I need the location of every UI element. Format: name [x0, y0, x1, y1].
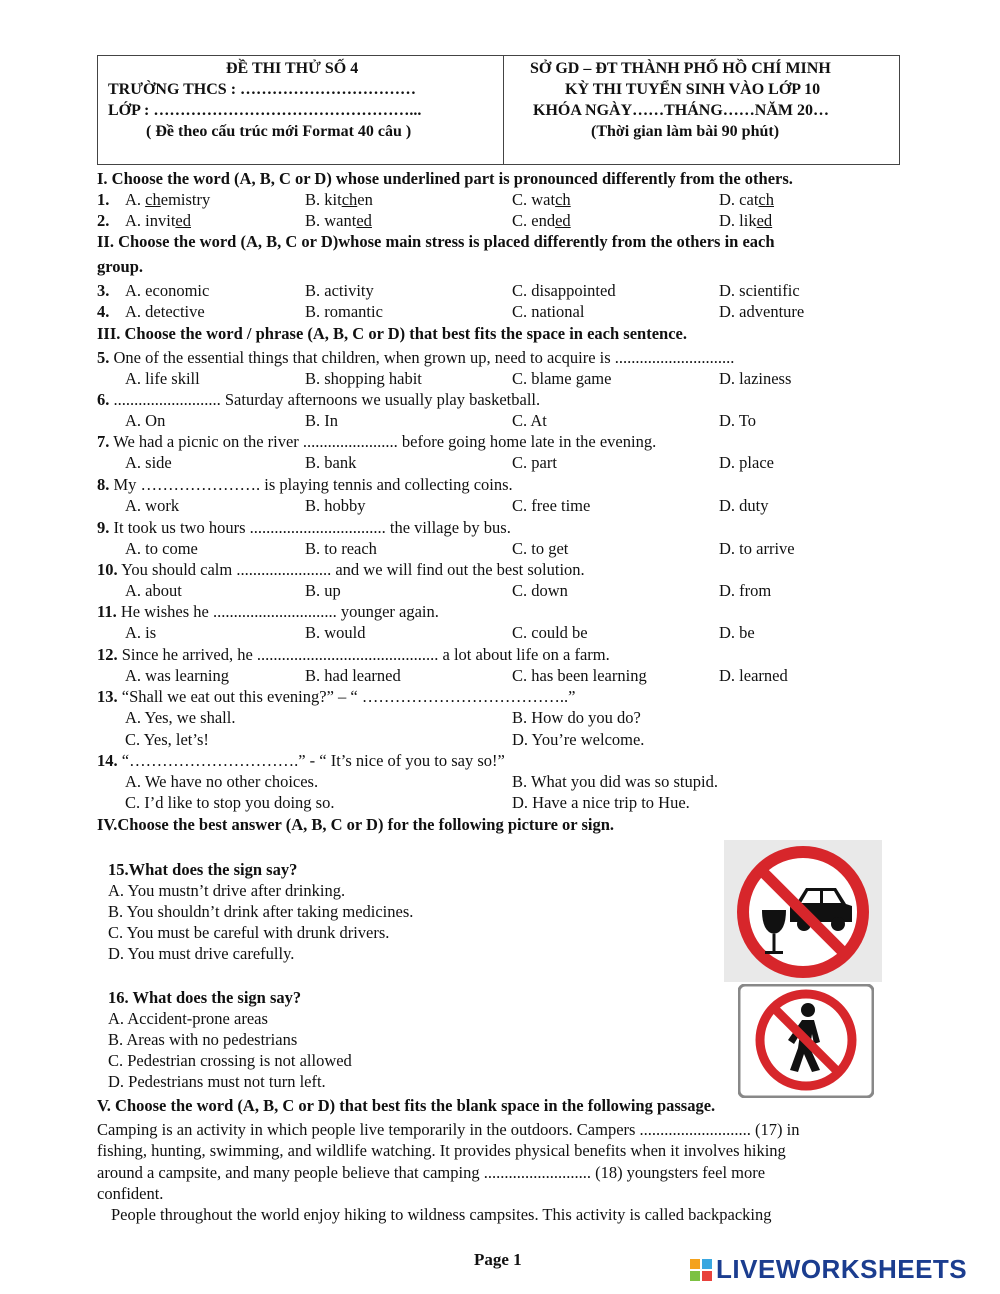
question-9-options	[97, 539, 917, 560]
option-d: D. laziness	[719, 369, 792, 388]
question-2	[97, 211, 917, 232]
option-a: A. You mustn’t drive after drinking.	[108, 881, 346, 900]
option-d: D. duty	[719, 496, 769, 515]
option-a: A. detective	[125, 302, 205, 321]
logo-blocks-icon	[690, 1259, 712, 1281]
question-8-stem: 8. My …………………. is playing tennis and collecting coins.	[97, 475, 513, 494]
option-c: C. You must be careful with drunk drivers.	[108, 923, 390, 942]
exam-header	[97, 55, 900, 165]
option-b: B. romantic	[305, 302, 383, 321]
option-a: A. about	[125, 581, 182, 600]
question-3	[97, 281, 917, 302]
question-10-stem: 10. You should calm ....................... and we will find out the best solution.	[97, 560, 585, 579]
section-1-title: I. Choose the word (A, B, C or D) whose underlined part is pronounced differently from the others.	[97, 169, 793, 188]
option-b: B. shopping habit	[305, 369, 422, 388]
option-b: B. You shouldn’t drink after taking medicines.	[108, 902, 414, 921]
passage-line: People throughout the world enjoy hiking to wildness campsites. This activity is called backpacking	[111, 1205, 772, 1225]
header-right	[503, 56, 899, 164]
time-limit: (Thời gian làm bài 90 phút)	[591, 123, 780, 140]
passage-line: around a campsite, and many people believe that camping .......................... (18) youngsters feel more	[97, 1162, 766, 1182]
question-1	[97, 190, 917, 211]
option-c: C. Yes, let’s!	[125, 730, 209, 749]
question-11-stem: 11. He wishes he .............................. younger again.	[97, 602, 439, 621]
question-number: 3.	[97, 281, 110, 300]
option-d: D. to arrive	[719, 539, 795, 558]
option-a: A. invited	[125, 211, 191, 230]
option-d: D. from	[719, 581, 772, 600]
section-5-title: V. Choose the word (A, B, C or D) that best fits the blank space in the following passage.	[97, 1096, 716, 1115]
option-b: B. What you did was so stupid.	[512, 772, 718, 791]
option-d: D. place	[719, 453, 774, 472]
option-a: A. On	[125, 411, 166, 430]
question-4	[97, 302, 917, 323]
option-c: C. free time	[512, 496, 591, 515]
question-15-stem: 15.What does the sign say?	[108, 860, 298, 879]
liveworksheets-logo	[690, 1254, 967, 1285]
option-d: D. be	[719, 623, 755, 642]
question-7-stem: 7. We had a picnic on the river ....................... before going home late in the evening.	[97, 432, 657, 451]
question-13-options-1	[97, 708, 917, 729]
question-number: 2.	[97, 211, 110, 230]
option-d: D. liked	[719, 211, 773, 230]
brand-name: LIVEWORKSHEETS	[716, 1254, 968, 1284]
option-c: C. At	[512, 411, 547, 430]
option-a: A. to come	[125, 539, 198, 558]
option-c: C. could be	[512, 623, 588, 642]
option-c: C. down	[512, 581, 568, 600]
section-3-title: III. Choose the word / phrase (A, B, C or D) that best fits the space in each sentence.	[97, 324, 687, 343]
option-b: B. hobby	[305, 496, 366, 515]
option-a: A. side	[125, 453, 172, 472]
class-field: LỚP : …………………………………………...	[108, 102, 422, 119]
option-d: D. catch	[719, 190, 774, 209]
option-d: D. adventure	[719, 302, 805, 321]
passage-line: Camping is an activity in which people live temporarily in the outdoors. Campers ........................... (17) in	[97, 1120, 800, 1139]
no-drink-driving-sign	[724, 840, 882, 982]
option-c: C. to get	[512, 539, 569, 558]
option-a: A. Yes, we shall.	[125, 708, 236, 727]
option-c: C. ended	[512, 211, 571, 230]
passage-line: fishing, hunting, swimming, and wildlife watching. It provides physical benefits when it involves hiking	[97, 1141, 786, 1161]
option-c: C. watch	[512, 190, 571, 209]
option-a: A. We have no other choices.	[125, 772, 319, 791]
question-6-options	[97, 411, 917, 432]
section-4-title: IV.Choose the best answer (A, B, C or D) for the following picture or sign.	[97, 815, 615, 834]
option-a: A. was learning	[125, 666, 230, 685]
format-note: ( Đề theo cấu trúc mới Format 40 câu )	[146, 123, 412, 140]
question-9-stem: 9. It took us two hours ................................. the village by bus.	[97, 518, 511, 537]
school-field: TRƯỜNG THCS : ……………………………	[108, 81, 417, 98]
question-13-stem: 13. “Shall we eat out this evening?” – “ ………………………………..”	[97, 687, 576, 706]
passage-line: confident.	[97, 1183, 164, 1203]
option-c: C. disappointed	[512, 281, 616, 300]
question-14-options-2	[97, 793, 917, 814]
question-13-options-2	[97, 730, 917, 751]
option-b: B. had learned	[305, 666, 401, 685]
exam-date: KHÓA NGÀY……THÁNG……NĂM 20…	[533, 102, 829, 119]
option-d: D. To	[719, 411, 757, 430]
option-b: B. wanted	[305, 211, 372, 230]
question-number: 4.	[97, 302, 110, 321]
question-16-stem: 16. What does the sign say?	[108, 988, 302, 1007]
option-d: D. You must drive carefully.	[108, 944, 295, 963]
option-a: A. economic	[125, 281, 210, 300]
question-7-options	[97, 453, 917, 474]
option-d: D. Have a nice trip to Hue.	[512, 793, 690, 812]
option-c: C. blame game	[512, 369, 612, 388]
option-b: B. up	[305, 581, 341, 600]
question-5-stem: 5. One of the essential things that children, when grown up, need to acquire is .............................	[97, 348, 735, 367]
question-14-stem: 14. “………………………….” - “ It’s nice of you to say so!”	[97, 751, 505, 770]
option-a: A. chemistry	[125, 190, 211, 209]
question-10-options	[97, 581, 917, 602]
option-b: B. kitchen	[305, 190, 373, 209]
section-2-title: II. Choose the word (A, B, C or D)whose main stress is placed differently from the others in each	[97, 232, 775, 251]
question-number: 1.	[97, 190, 110, 209]
option-c: C. has been learning	[512, 666, 647, 685]
option-d: D. You’re welcome.	[512, 730, 645, 749]
option-d: D. scientific	[719, 281, 800, 300]
option-b: B. would	[305, 623, 366, 642]
no-pedestrians-sign	[738, 984, 874, 1098]
question-11-options	[97, 623, 917, 644]
option-c: C. I’d like to stop you doing so.	[125, 793, 335, 812]
exam-name: KỲ THI TUYỂN SINH VÀO LỚP 10	[565, 81, 821, 98]
option-a: A. life skill	[125, 369, 200, 388]
question-8-options	[97, 496, 917, 517]
option-d: D. learned	[719, 666, 788, 685]
option-c: C. Pedestrian crossing is not allowed	[108, 1051, 352, 1070]
department: SỞ GD – ĐT THÀNH PHỐ HỒ CHÍ MINH	[530, 60, 831, 77]
option-a: A. is	[125, 623, 157, 642]
question-5-options	[97, 369, 917, 390]
passage	[97, 1119, 897, 1225]
option-c: C. national	[512, 302, 585, 321]
page-number: Page 1	[474, 1250, 522, 1269]
option-a: A. work	[125, 496, 180, 515]
option-b: B. bank	[305, 453, 357, 472]
exam-title: ĐỀ THI THỬ SỐ 4	[226, 60, 359, 77]
option-a: A. Accident-prone areas	[108, 1009, 268, 1028]
question-14-options-1	[97, 772, 917, 793]
section-2-title-cont: group.	[97, 257, 144, 276]
question-12-stem: 12. Since he arrived, he ............................................ a lot about life on a farm.	[97, 645, 610, 664]
option-b: B. to reach	[305, 539, 377, 558]
option-b: B. In	[305, 411, 338, 430]
option-b: B. How do you do?	[512, 708, 641, 727]
header-left	[98, 56, 504, 164]
option-d: D. Pedestrians must not turn left.	[108, 1072, 326, 1091]
question-12-options	[97, 666, 917, 687]
option-b: B. Areas with no pedestrians	[108, 1030, 298, 1049]
option-b: B. activity	[305, 281, 374, 300]
question-6-stem: 6. .......................... Saturday afternoons we usually play basketball.	[97, 390, 541, 409]
option-c: C. part	[512, 453, 557, 472]
